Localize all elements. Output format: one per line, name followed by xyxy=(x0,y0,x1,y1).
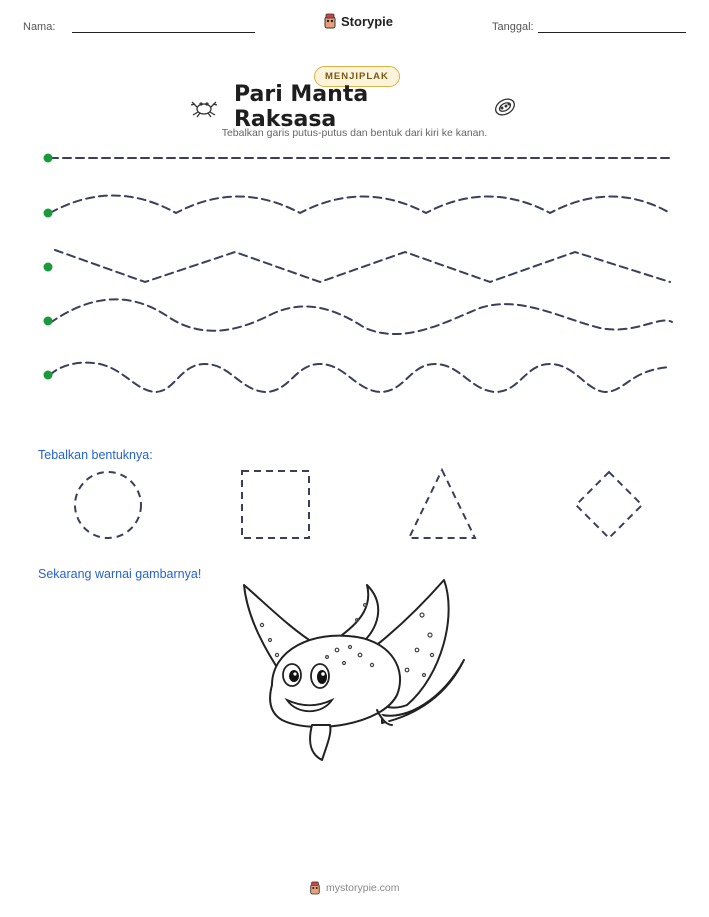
name-label: Nama: xyxy=(23,21,56,33)
manta-ray-illustration[interactable] xyxy=(232,575,472,765)
brand-logo xyxy=(323,13,393,29)
storypie-mascot-icon xyxy=(309,881,321,895)
start-dot xyxy=(44,371,53,380)
trace-shape-circle[interactable] xyxy=(75,472,141,538)
trace-shape-triangle[interactable] xyxy=(409,470,475,538)
start-dot xyxy=(44,209,53,218)
brand-name: Storypie xyxy=(341,13,394,29)
name-field[interactable] xyxy=(72,32,255,33)
tracing-lines xyxy=(0,140,709,410)
trace-line-bumpy-wave[interactable] xyxy=(50,363,670,392)
storypie-mascot-icon xyxy=(323,13,337,29)
date-field[interactable] xyxy=(538,32,686,33)
crab-doodle-icon xyxy=(188,96,220,118)
coloring-heading: Sekarang warnai gambarnya! xyxy=(38,567,202,581)
start-dot xyxy=(44,263,53,272)
start-dot xyxy=(44,317,53,326)
trace-line-zigzag[interactable] xyxy=(55,250,670,282)
date-label: Tanggal: xyxy=(492,21,534,33)
shapes-heading: Tebalkan bentuknya: xyxy=(38,448,153,462)
page-title: Pari Manta Raksasa xyxy=(233,82,369,132)
footer-url[interactable]: mystorypie.com xyxy=(326,882,400,894)
instructions: Tebalkan garis putus-putus dan bentuk dari kiri ke kanan. xyxy=(221,127,488,139)
trace-shape-diamond[interactable] xyxy=(576,472,642,538)
trace-shape-square[interactable] xyxy=(242,471,309,538)
trace-line-smooth-wave[interactable] xyxy=(50,299,672,334)
shell-doodle-icon xyxy=(492,96,518,118)
start-dot xyxy=(44,154,53,163)
footer xyxy=(309,881,400,895)
tracing-shapes xyxy=(0,460,709,550)
activity-badge: MENJIPLAK xyxy=(314,66,400,87)
title-row xyxy=(188,82,518,132)
trace-line-arc-wave[interactable] xyxy=(50,196,670,214)
